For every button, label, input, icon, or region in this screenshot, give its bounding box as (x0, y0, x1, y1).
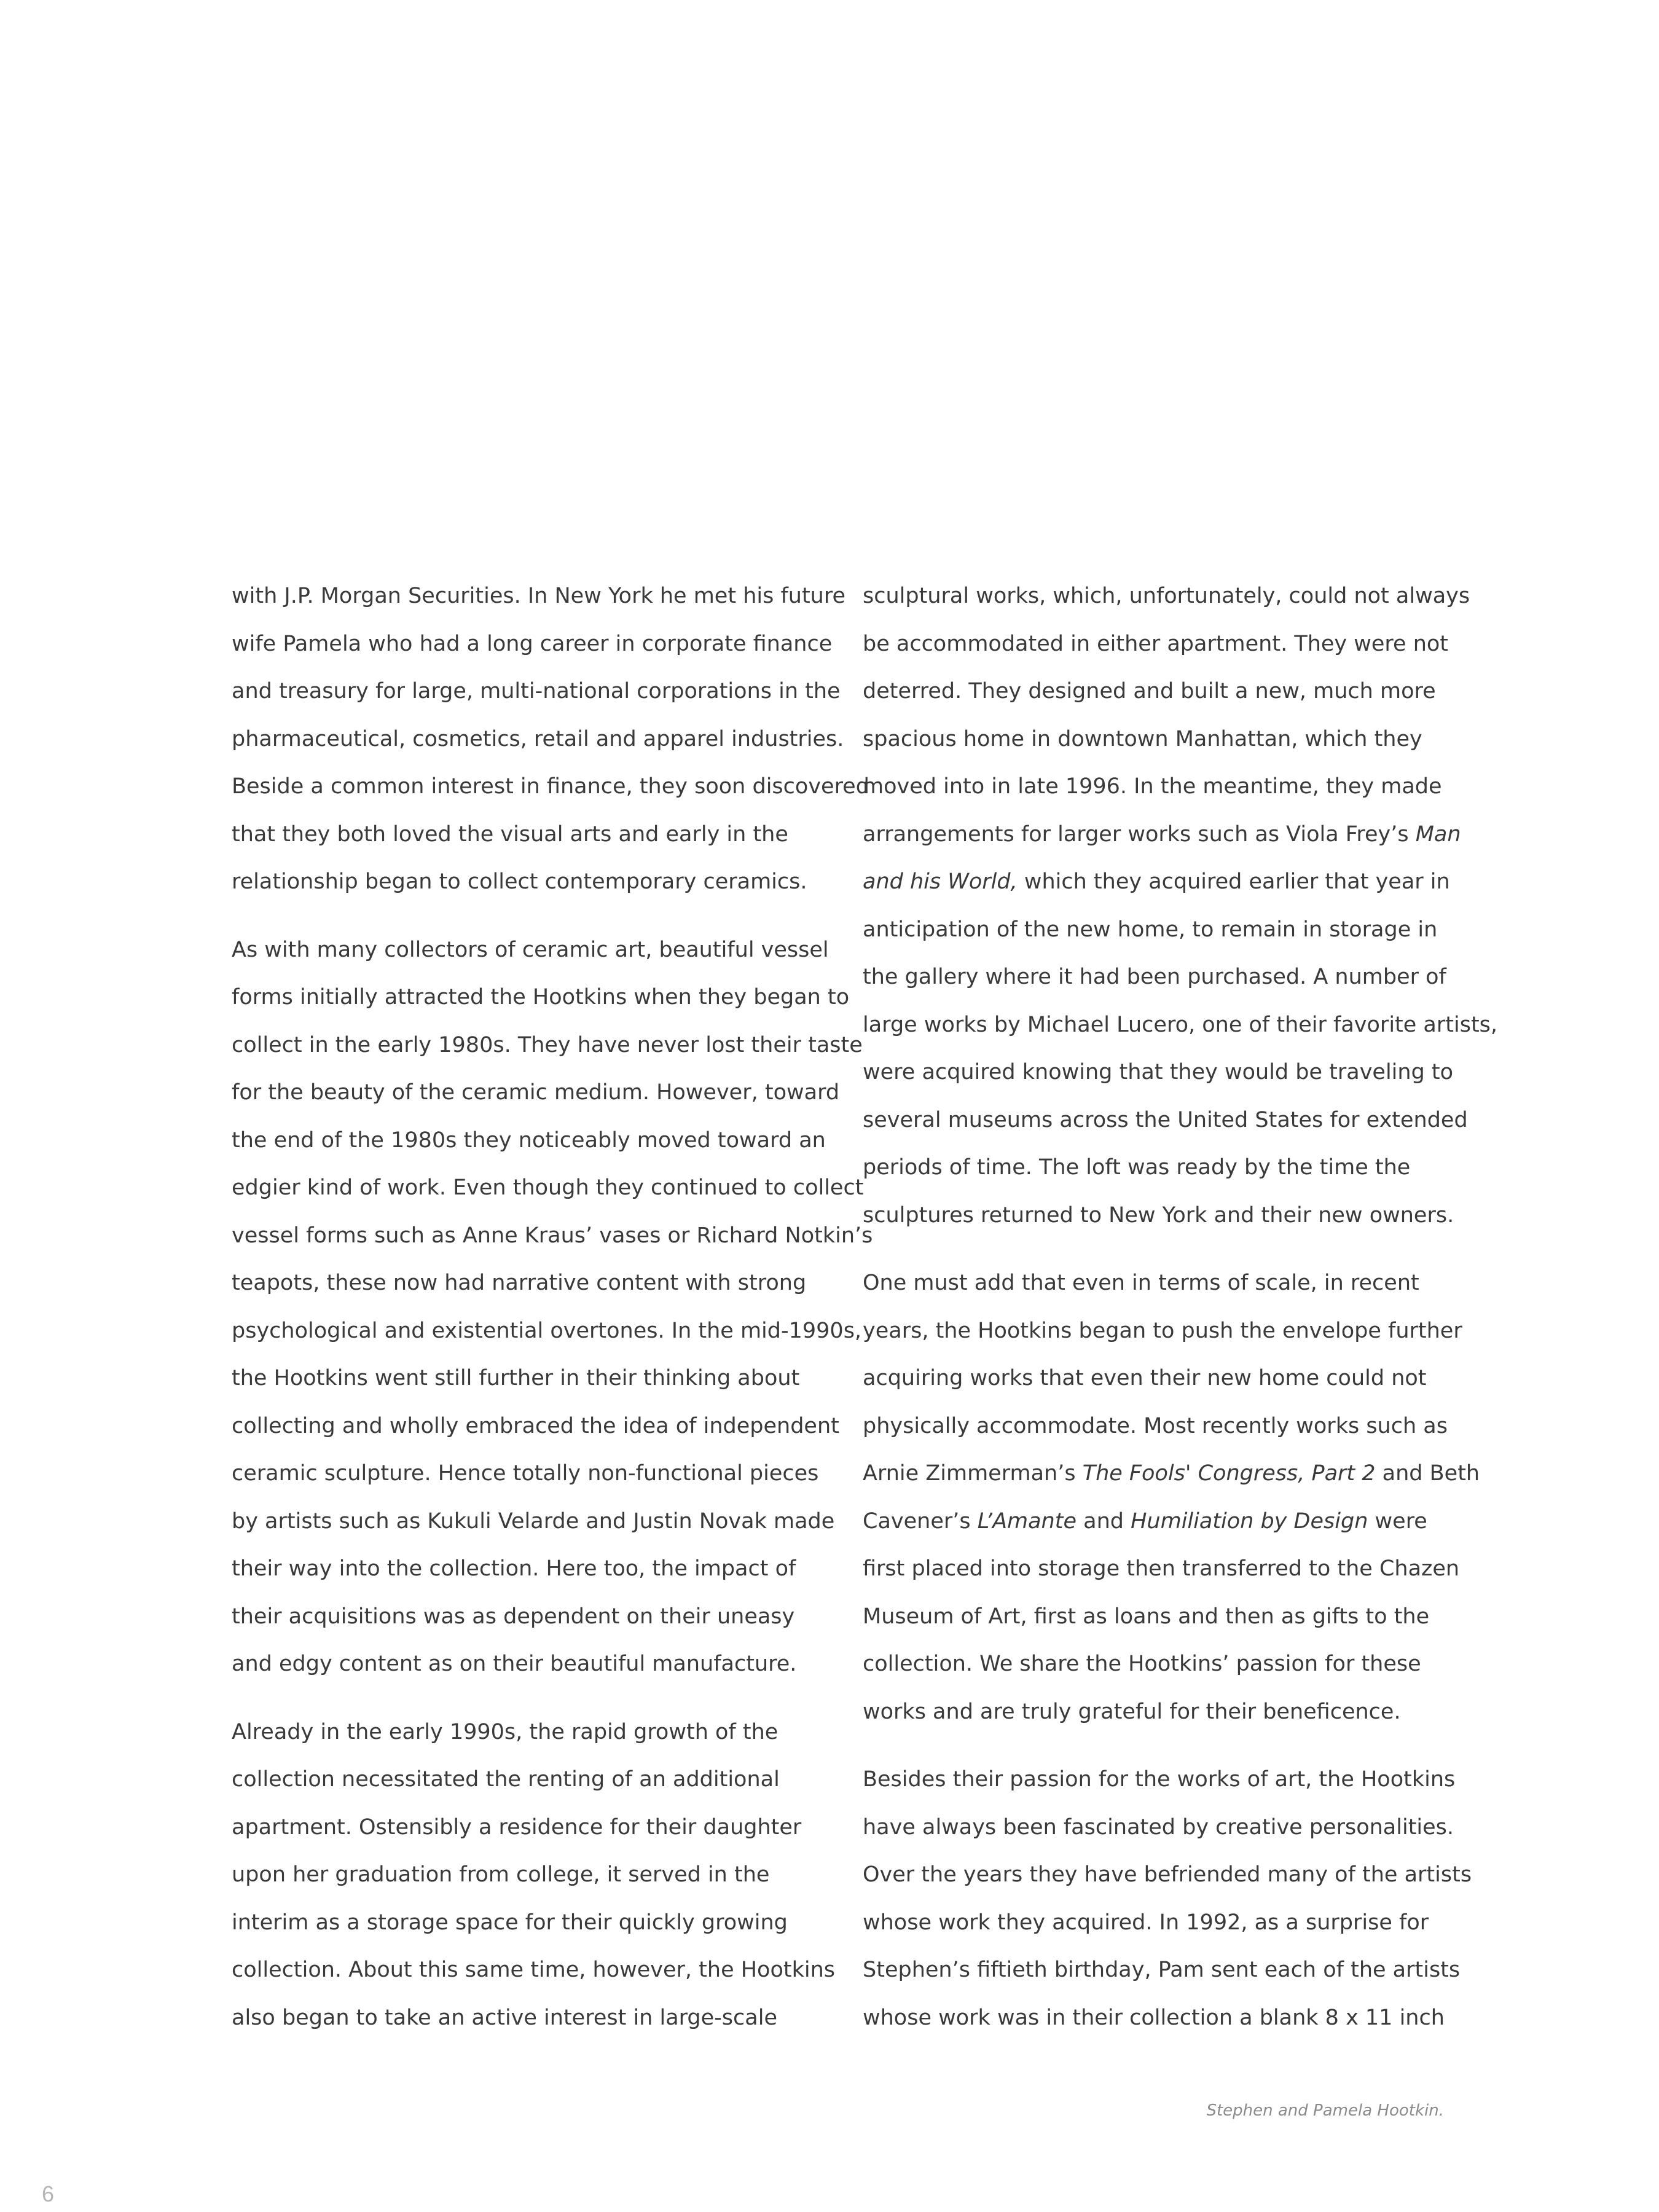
text-line: edgier kind of work. Even though they continued to collect (232, 1175, 864, 1200)
text-line: sculptural works, which, unfortunately, could not always (863, 584, 1470, 608)
text-line: Over the years they have befriended many of the artists (863, 1862, 1472, 1887)
text-line: the gallery where it had been purchased. A number of (863, 965, 1446, 989)
text-line: wife Pamela who had a long career in corporate finance (232, 631, 833, 656)
text-line: teapots, these now had narrative content with strong (232, 1271, 807, 1295)
text-line: works and are truly grateful for their beneficence. (863, 1699, 1401, 1724)
paragraph (863, 1756, 1477, 2042)
text-line: pharmaceutical, cosmetics, retail and apparel industries. (232, 726, 844, 751)
text-line: sculptures returned to New York and their new owners. (863, 1202, 1454, 1228)
artwork-title: L’Amante (977, 1508, 1077, 1534)
text-line: for the beauty of the ceramic medium. However, toward (232, 1080, 840, 1105)
paragraph (863, 573, 1498, 1239)
text-segment: were (1368, 1508, 1427, 1534)
text-line: forms initially attracted the Hootkins when they began to (232, 985, 850, 1010)
text-segment: arrangements for larger works such as Viola Frey’s (863, 822, 1416, 847)
text-line: apartment. Ostensibly a residence for their daughter (232, 1814, 802, 1840)
text-line: acquiring works that even their new home could not (863, 1366, 1427, 1390)
text-line: collection. We share the Hootkins’ passion for these (863, 1652, 1421, 1676)
text-line: collection. About this same time, however, the Hootkins (232, 1958, 836, 1982)
text-line: interim as a storage space for their quickly growing (232, 1910, 788, 1935)
artwork-title: and his World, (863, 869, 1018, 894)
artwork-title: Man (1415, 822, 1461, 847)
text-line: Besides their passion for the works of art, the Hootkins (863, 1767, 1456, 1792)
text-line: were acquired knowing that they would be traveling to (863, 1060, 1454, 1084)
text-line: years, the Hootkins began to push the envelope further (863, 1318, 1462, 1343)
text-line: by artists such as Kukuli Velarde and Justin Novak made (232, 1508, 835, 1534)
text-line: their acquisitions was as dependent on their uneasy (232, 1604, 795, 1629)
text-line (863, 858, 1477, 906)
text-line: several museums across the United States for extended (863, 1107, 1468, 1132)
artwork-title: Humiliation by Design (1131, 1508, 1368, 1534)
page-number: 6 (42, 2181, 55, 2206)
text-line: whose work was in their collection a blank 8 x 11 inch (863, 2005, 1445, 2030)
text-segment: and Beth (1375, 1461, 1480, 1486)
text-segment: which they acquired earlier that year in (1017, 869, 1450, 894)
text-line: also began to take an active interest in large-scale (232, 2005, 777, 2030)
text-line: periods of time. The loft was ready by the time the (863, 1155, 1411, 1180)
text-segment: and (1077, 1508, 1131, 1534)
text-line: relationship began to collect contemporary ceramics. (232, 869, 807, 894)
text-line: collect in the early 1980s. They have never lost their taste (232, 1032, 863, 1057)
text-line: deterred. They designed and built a new, much more (863, 679, 1436, 704)
text-segment: Cavener’s (863, 1508, 978, 1534)
text-line: large works by Michael Lucero, one of their favorite artists, (863, 1012, 1498, 1037)
text-line: whose work they acquired. In 1992, as a surprise for (863, 1910, 1429, 1935)
paragraph (863, 1260, 1480, 1736)
text-line: Already in the early 1990s, the rapid growth of the (232, 1719, 779, 1744)
paragraph (232, 1709, 846, 2042)
text-line: have always been fascinated by creative personalities. (863, 1814, 1454, 1840)
artwork-title: The Fools' Congress, Part 2 (1082, 1461, 1376, 1486)
text-line: first placed into storage then transferred to the Chazen (863, 1556, 1460, 1581)
text-line: Stephen’s fiftieth birthday, Pam sent each of the artists (863, 1958, 1461, 1982)
text-line: Beside a common interest in finance, they soon discovered (232, 774, 869, 799)
text-line: with J.P. Morgan Securities. In New York he met his future (232, 584, 846, 608)
text-line: the Hootkins went still further in their thinking about (232, 1366, 800, 1390)
text-line: moved into in late 1996. In the meantime, they made (863, 774, 1442, 799)
text-line: One must add that even in terms of scale, in recent (863, 1271, 1419, 1295)
text-line: the end of the 1980s they noticeably moved toward an (232, 1128, 826, 1153)
paragraph (232, 927, 873, 1688)
text-line: their way into the collection. Here too, the impact of (232, 1556, 796, 1581)
text-line: psychological and existential overtones. In the mid-1990s, (232, 1318, 862, 1343)
right-text-column (863, 573, 1498, 2062)
photo-caption: Stephen and Pamela Hootkin. (1206, 2101, 1444, 2120)
text-segment: Arnie Zimmerman’s (863, 1461, 1083, 1486)
text-line: ceramic sculpture. Hence totally non-functional pieces (232, 1461, 819, 1486)
text-line: and treasury for large, multi-national corporations in the (232, 679, 841, 704)
text-line: anticipation of the new home, to remain in storage in (863, 917, 1438, 942)
text-line (863, 1450, 1480, 1498)
text-line: and edgy content as on their beautiful manufacture. (232, 1652, 797, 1676)
text-line: collecting and wholly embraced the idea of independent (232, 1413, 839, 1438)
text-line (863, 811, 1477, 859)
text-line: collection necessitated the renting of an additional (232, 1767, 780, 1792)
text-line: vessel forms such as Anne Kraus’ vases or Richard Notkin’s (232, 1223, 873, 1248)
text-line: that they both loved the visual arts and early in the (232, 822, 788, 847)
text-line (863, 1498, 1477, 1546)
text-line: spacious home in downtown Manhattan, which they (863, 726, 1422, 751)
text-line: Museum of Art, first as loans and then as gifts to the (863, 1604, 1430, 1629)
text-line: As with many collectors of ceramic art, beautiful vessel (232, 937, 829, 962)
text-line: be accommodated in either apartment. They were not (863, 631, 1449, 656)
text-line: physically accommodate. Most recently works such as (863, 1413, 1448, 1438)
left-text-column (232, 573, 873, 2062)
paragraph (232, 573, 869, 906)
text-line: upon her graduation from college, it served in the (232, 1862, 770, 1887)
